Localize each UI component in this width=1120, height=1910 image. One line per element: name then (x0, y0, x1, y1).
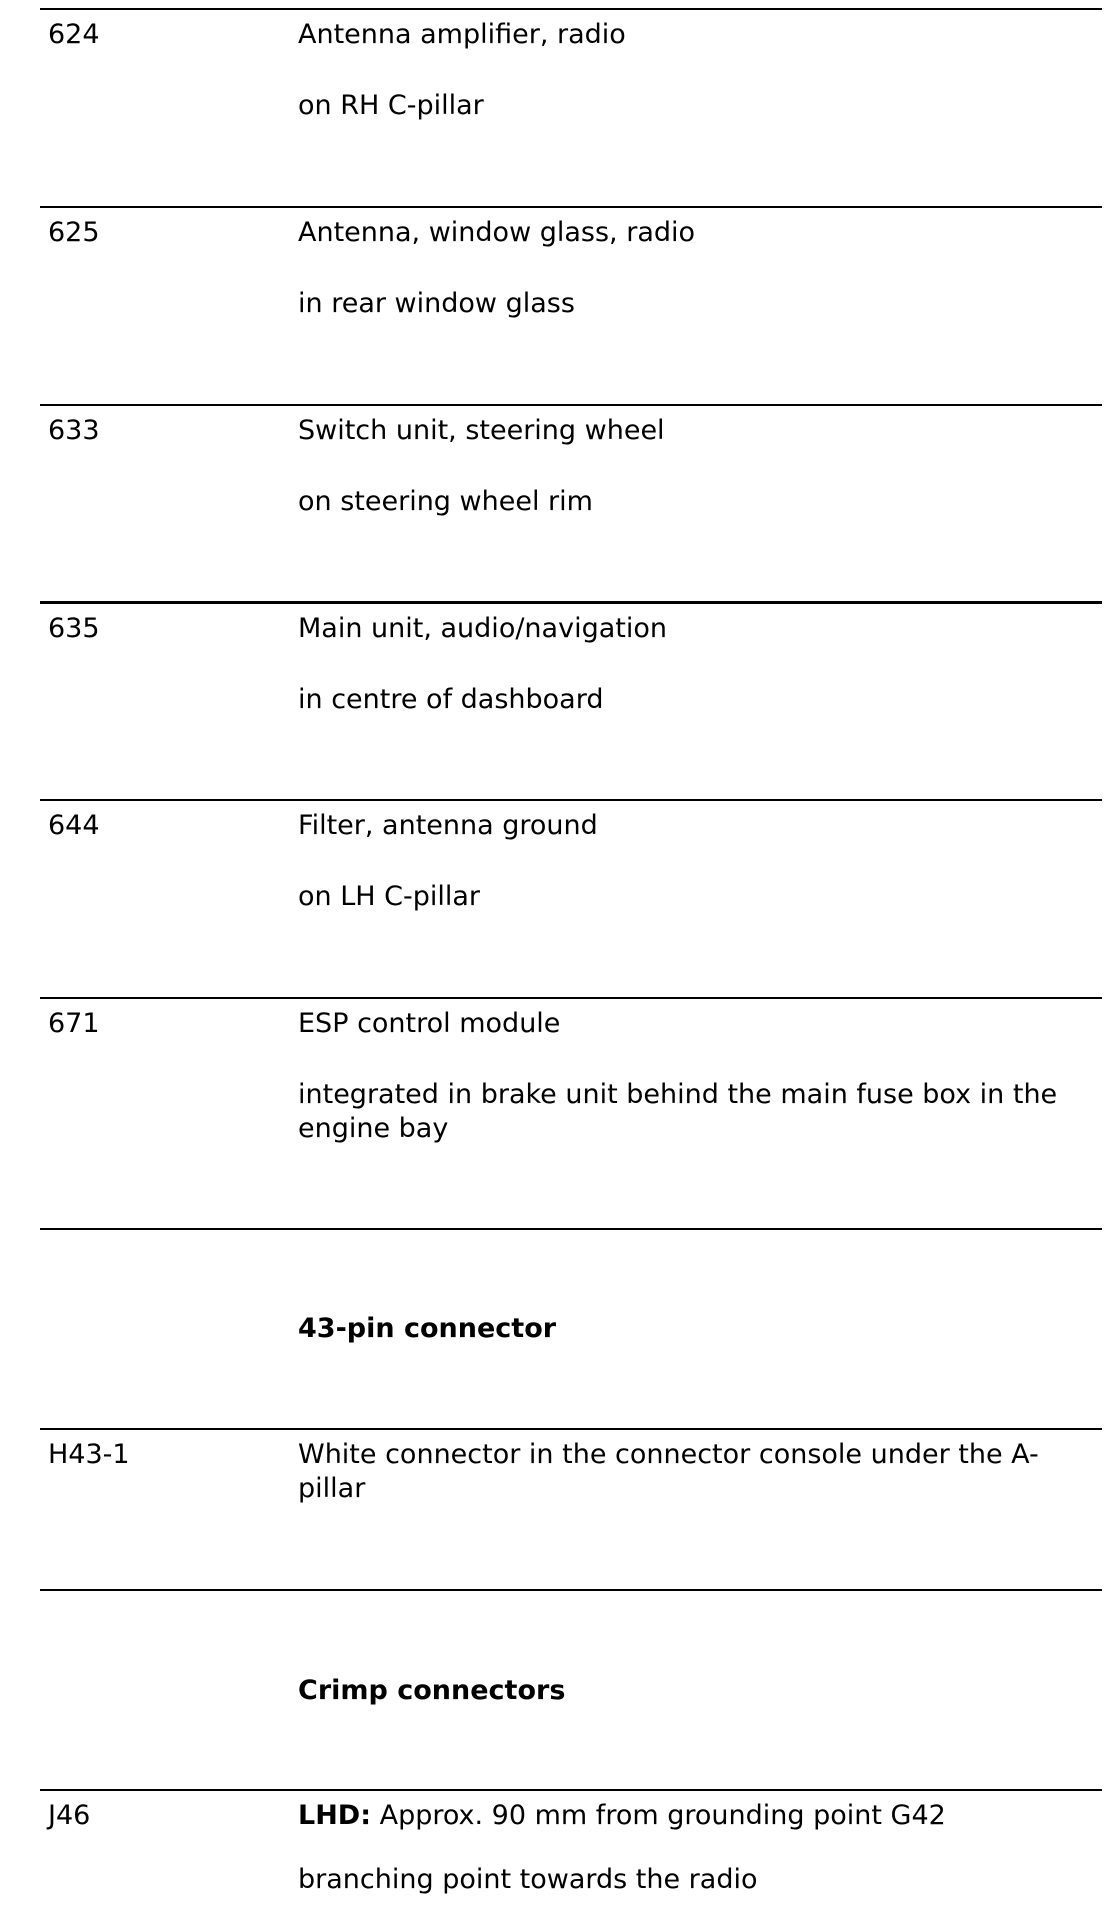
component-title: Antenna, window glass, radio (298, 217, 696, 248)
row-divider (40, 404, 1102, 406)
component-number: 635 (48, 613, 100, 644)
component-location: on steering wheel rim (298, 486, 593, 517)
section-divider (40, 1589, 1102, 1591)
component-title: Switch unit, steering wheel (298, 415, 665, 446)
component-number: 624 (48, 19, 100, 50)
component-title: Antenna amplifier, radio (298, 19, 626, 50)
row-divider (40, 1789, 1102, 1791)
row-divider (40, 206, 1102, 208)
row-divider (40, 799, 1102, 801)
row-divider (40, 1428, 1102, 1430)
crimp-connector-description (298, 1799, 1098, 1833)
connector-number: H43-1 (48, 1439, 130, 1470)
component-location: in rear window glass (298, 288, 575, 319)
row-divider (40, 997, 1102, 999)
component-number: 644 (48, 810, 100, 841)
component-title: Filter, antenna ground (298, 810, 598, 841)
component-location: on LH C-pillar (298, 881, 481, 912)
row-divider (40, 601, 1102, 604)
row-divider (40, 8, 1102, 10)
component-title: ESP control module (298, 1008, 561, 1039)
crimp-connector-location: branching point towards the radio (298, 1864, 758, 1895)
component-number: 671 (48, 1008, 100, 1039)
crimp-connector-number: J46 (48, 1800, 91, 1831)
component-location: in centre of dashboard (298, 684, 604, 715)
component-number: 625 (48, 217, 100, 248)
component-number: 633 (48, 415, 100, 446)
lhd-label: LHD: (298, 1800, 372, 1831)
component-location: on RH C-pillar (298, 90, 484, 121)
component-title: Main unit, audio/navigation (298, 613, 667, 644)
crimp-connector-detail: Approx. 90 mm from grounding point G42 (371, 1800, 946, 1831)
connector-description: White connector in the connector console under the A-pillar (298, 1439, 1039, 1504)
section-divider (40, 1228, 1102, 1230)
section-heading-crimp-connectors: Crimp connectors (298, 1675, 566, 1706)
component-location: integrated in brake unit behind the main fuse box in the engine bay (298, 1079, 1058, 1144)
section-heading-43-pin-connector: 43-pin connector (298, 1313, 557, 1344)
